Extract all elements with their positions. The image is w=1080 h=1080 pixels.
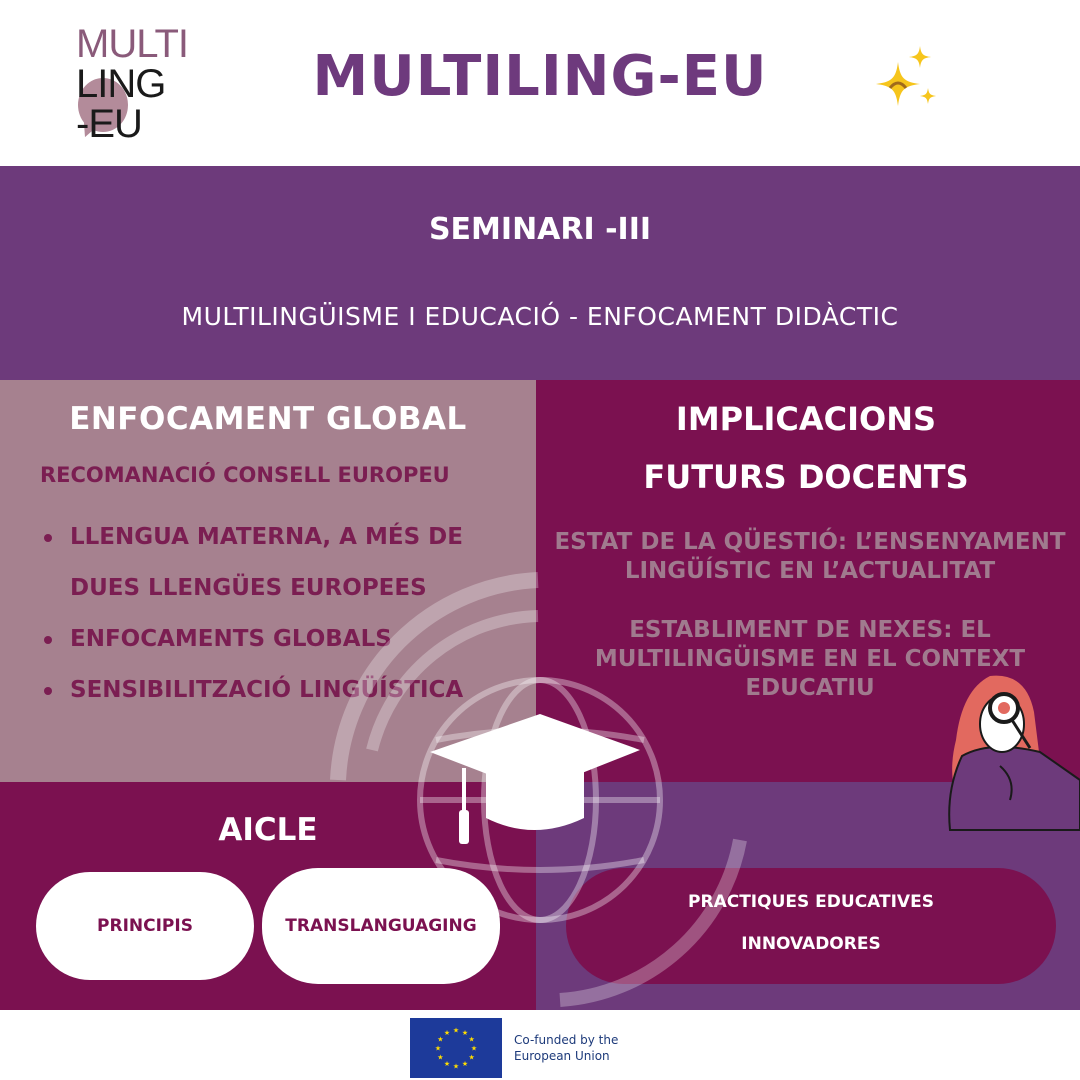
- eu-star: ★: [434, 1044, 442, 1053]
- sparkle-icon: [868, 44, 940, 120]
- aicle-title: AICLE: [218, 812, 318, 848]
- logo-line-3: -EU: [76, 102, 142, 146]
- list-item: ENFOCAMENTS GLOBALS: [42, 614, 522, 665]
- eu-star: ★: [437, 1035, 444, 1044]
- eu-star: ★: [470, 1044, 478, 1053]
- practices-pill: [566, 868, 1056, 984]
- translanguaging-pill: TRANSLANGUAGING: [262, 868, 500, 984]
- global-approach-title: ENFOCAMENT GLOBAL: [69, 401, 467, 437]
- seminar-band: [0, 166, 1080, 380]
- implications-title-line-2: FUTURS DOCENTS: [643, 458, 969, 496]
- eu-funding-line-1: Co-funded by the: [514, 1033, 619, 1047]
- implications-paragraph-1: ESTAT DE LA QÜESTIÓ: L’ENSENYAMENT LINGÜÍSTIC EN L’ACTUALITAT: [554, 529, 1066, 584]
- eu-star: ★: [468, 1053, 475, 1062]
- seminar-subtitle: MULTILINGÜISME I EDUCACIÓ - ENFOCAMENT DIDÀCTIC: [181, 302, 899, 331]
- logo-line-2: LING: [76, 62, 166, 106]
- eu-star: ★: [461, 1028, 469, 1037]
- list-item: LLENGUA MATERNA, A MÉS DE DUES LLENGÜES EUROPEES: [42, 512, 522, 614]
- implications-paragraph-2: ESTABLIMENT DE NEXES: EL MULTILINGÜISME EN EL CONTEXT EDUCATIU: [594, 617, 1026, 701]
- page-title: MULTILING-EU: [312, 44, 768, 109]
- practices-line-2: INNOVADORES: [741, 934, 881, 954]
- eu-star: ★: [452, 1062, 460, 1071]
- eu-flag-icon: [410, 1018, 502, 1078]
- implications-title-line-1: IMPLICACIONS: [675, 400, 937, 438]
- global-approach-subtitle: RECOMANACIÓ CONSELL EUROPEU: [40, 463, 450, 487]
- global-approach-list: [42, 512, 522, 716]
- practices-line-1: PRACTIQUES EDUCATIVES: [688, 892, 934, 912]
- seminar-title: SEMINARI -III: [428, 212, 652, 247]
- eu-star: ★: [443, 1028, 451, 1037]
- eu-star: ★: [468, 1035, 475, 1044]
- eu-star: ★: [452, 1026, 460, 1035]
- eu-funding-line-2: European Union: [514, 1049, 610, 1063]
- principis-pill: PRINCIPIS: [36, 872, 254, 980]
- logo-line-1: MULTI: [76, 22, 189, 66]
- eu-star: ★: [437, 1053, 444, 1062]
- multiling-eu-logo: [74, 24, 194, 148]
- eu-star: ★: [443, 1060, 451, 1069]
- list-item: SENSIBILITZACIÓ LINGÜÍSTICA: [42, 665, 522, 716]
- eu-star: ★: [461, 1060, 469, 1069]
